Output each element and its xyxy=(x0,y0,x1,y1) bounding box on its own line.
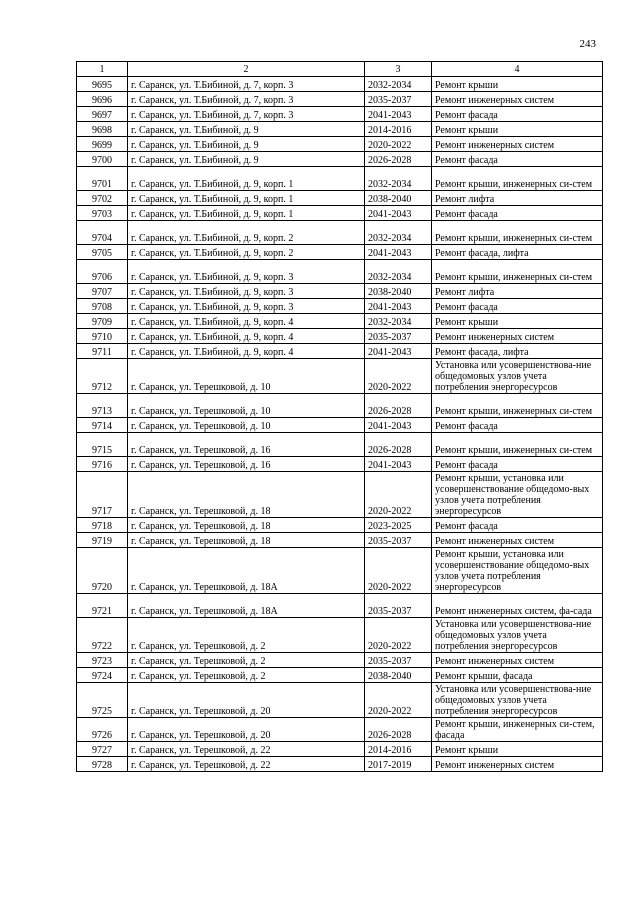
work-type-cell: Ремонт крыши, инженерных си-стем xyxy=(432,394,603,418)
table-row xyxy=(77,718,603,742)
period-cell: 2032-2034 xyxy=(365,167,432,191)
table-row xyxy=(77,518,603,533)
address-cell: г. Саранск, ул. Терешковой, д. 16 xyxy=(128,433,365,457)
period-cell: 2032-2034 xyxy=(365,77,432,92)
table-row xyxy=(77,472,603,518)
address-cell: г. Саранск, ул. Т.Бибиной, д. 7, корп. 3 xyxy=(128,107,365,122)
row-number-cell: 9699 xyxy=(77,137,128,152)
table-row xyxy=(77,299,603,314)
period-cell: 2026-2028 xyxy=(365,152,432,167)
period-cell: 2041-2043 xyxy=(365,299,432,314)
table-row xyxy=(77,683,603,718)
table-row xyxy=(77,92,603,107)
period-cell: 2032-2034 xyxy=(365,260,432,284)
work-type-cell: Ремонт крыши, инженерных си-стем xyxy=(432,433,603,457)
work-type-cell: Ремонт инженерных систем xyxy=(432,653,603,668)
work-type-cell: Ремонт крыши, установка или усовершенствование общедомо-вых узлов учета потребления энергоресурсов xyxy=(432,548,603,594)
table-row xyxy=(77,359,603,394)
row-number-cell: 9707 xyxy=(77,284,128,299)
address-cell: г. Саранск, ул. Терешковой, д. 2 xyxy=(128,618,365,653)
address-cell: г. Саранск, ул. Терешковой, д. 10 xyxy=(128,359,365,394)
table-row xyxy=(77,260,603,284)
table-row xyxy=(77,742,603,757)
page-number: 243 xyxy=(579,38,596,50)
period-cell: 2035-2037 xyxy=(365,533,432,548)
row-number-cell: 9725 xyxy=(77,683,128,718)
table-row xyxy=(77,122,603,137)
address-cell: г. Саранск, ул. Т.Бибиной, д. 9, корп. 3 xyxy=(128,299,365,314)
period-cell: 2035-2037 xyxy=(365,329,432,344)
row-number-cell: 9721 xyxy=(77,594,128,618)
table-row xyxy=(77,594,603,618)
row-number-cell: 9708 xyxy=(77,299,128,314)
address-cell: г. Саранск, ул. Т.Бибиной, д. 7, корп. 3 xyxy=(128,77,365,92)
row-number-cell: 9698 xyxy=(77,122,128,137)
table-row xyxy=(77,653,603,668)
table-body xyxy=(77,77,603,772)
address-cell: г. Саранск, ул. Терешковой, д. 20 xyxy=(128,718,365,742)
work-type-cell: Установка или усовершенствова-ние общедомовых узлов учета потребления энергоресурсов xyxy=(432,359,603,394)
period-cell: 2041-2043 xyxy=(365,206,432,221)
address-cell: г. Саранск, ул. Терешковой, д. 18 xyxy=(128,533,365,548)
period-cell: 2041-2043 xyxy=(365,245,432,260)
work-type-cell: Установка или усовершенствова-ние общедомовых узлов учета потребления энергоресурсов xyxy=(432,618,603,653)
row-number-cell: 9713 xyxy=(77,394,128,418)
row-number-cell: 9700 xyxy=(77,152,128,167)
header-col-2: 2 xyxy=(128,62,365,77)
period-cell: 2038-2040 xyxy=(365,191,432,206)
table-row xyxy=(77,152,603,167)
address-cell: г. Саранск, ул. Т.Бибиной, д. 9 xyxy=(128,122,365,137)
repair-schedule-table xyxy=(76,61,603,772)
row-number-cell: 9705 xyxy=(77,245,128,260)
row-number-cell: 9712 xyxy=(77,359,128,394)
header-col-3: 3 xyxy=(365,62,432,77)
table-row xyxy=(77,394,603,418)
address-cell: г. Саранск, ул. Т.Бибиной, д. 9, корп. 1 xyxy=(128,191,365,206)
period-cell: 2041-2043 xyxy=(365,457,432,472)
address-cell: г. Саранск, ул. Т.Бибиной, д. 9, корп. 3 xyxy=(128,260,365,284)
row-number-cell: 9709 xyxy=(77,314,128,329)
address-cell: г. Саранск, ул. Терешковой, д. 22 xyxy=(128,757,365,772)
table-row xyxy=(77,77,603,92)
table-row xyxy=(77,668,603,683)
work-type-cell: Ремонт инженерных систем xyxy=(432,533,603,548)
work-type-cell: Ремонт крыши, инженерных си-стем xyxy=(432,167,603,191)
work-type-cell: Ремонт крыши, фасада xyxy=(432,668,603,683)
work-type-cell: Ремонт инженерных систем, фа-сада xyxy=(432,594,603,618)
row-number-cell: 9718 xyxy=(77,518,128,533)
period-cell: 2035-2037 xyxy=(365,653,432,668)
work-type-cell: Ремонт фасада xyxy=(432,107,603,122)
work-type-cell: Ремонт фасада xyxy=(432,206,603,221)
period-cell: 2038-2040 xyxy=(365,668,432,683)
table-row xyxy=(77,418,603,433)
period-cell: 2032-2034 xyxy=(365,221,432,245)
row-number-cell: 9706 xyxy=(77,260,128,284)
work-type-cell: Ремонт крыши, инженерных си-стем xyxy=(432,260,603,284)
table-row xyxy=(77,314,603,329)
table-row xyxy=(77,329,603,344)
period-cell: 2041-2043 xyxy=(365,418,432,433)
period-cell: 2026-2028 xyxy=(365,718,432,742)
period-cell: 2032-2034 xyxy=(365,314,432,329)
work-type-cell: Ремонт фасада xyxy=(432,152,603,167)
period-cell: 2041-2043 xyxy=(365,107,432,122)
address-cell: г. Саранск, ул. Т.Бибиной, д. 9, корп. 3 xyxy=(128,284,365,299)
table-row xyxy=(77,757,603,772)
work-type-cell: Ремонт лифта xyxy=(432,191,603,206)
work-type-cell: Ремонт фасада xyxy=(432,418,603,433)
header-row xyxy=(77,62,603,77)
address-cell: г. Саранск, ул. Терешковой, д. 22 xyxy=(128,742,365,757)
row-number-cell: 9717 xyxy=(77,472,128,518)
table-row xyxy=(77,167,603,191)
row-number-cell: 9703 xyxy=(77,206,128,221)
table-row xyxy=(77,344,603,359)
work-type-cell: Ремонт инженерных систем xyxy=(432,757,603,772)
work-type-cell: Ремонт инженерных систем xyxy=(432,137,603,152)
period-cell: 2014-2016 xyxy=(365,742,432,757)
row-number-cell: 9720 xyxy=(77,548,128,594)
work-type-cell: Ремонт фасада xyxy=(432,518,603,533)
period-cell: 2020-2022 xyxy=(365,472,432,518)
address-cell: г. Саранск, ул. Терешковой, д. 2 xyxy=(128,668,365,683)
row-number-cell: 9696 xyxy=(77,92,128,107)
work-type-cell: Ремонт инженерных систем xyxy=(432,329,603,344)
address-cell: г. Саранск, ул. Терешковой, д. 18 xyxy=(128,472,365,518)
row-number-cell: 9722 xyxy=(77,618,128,653)
address-cell: г. Саранск, ул. Т.Бибиной, д. 9 xyxy=(128,137,365,152)
table-row xyxy=(77,206,603,221)
period-cell: 2020-2022 xyxy=(365,359,432,394)
table-row xyxy=(77,284,603,299)
work-type-cell: Ремонт крыши xyxy=(432,77,603,92)
period-cell: 2020-2022 xyxy=(365,548,432,594)
period-cell: 2035-2037 xyxy=(365,594,432,618)
address-cell: г. Саранск, ул. Т.Бибиной, д. 9, корп. 1 xyxy=(128,167,365,191)
address-cell: г. Саранск, ул. Терешковой, д. 18 xyxy=(128,518,365,533)
row-number-cell: 9697 xyxy=(77,107,128,122)
address-cell: г. Саранск, ул. Т.Бибиной, д. 7, корп. 3 xyxy=(128,92,365,107)
period-cell: 2038-2040 xyxy=(365,284,432,299)
work-type-cell: Ремонт крыши, установка или усовершенствование общедомо-вых узлов учета потребления энергоресурсов xyxy=(432,472,603,518)
work-type-cell: Ремонт фасада xyxy=(432,299,603,314)
period-cell: 2020-2022 xyxy=(365,683,432,718)
table-row xyxy=(77,245,603,260)
work-type-cell: Ремонт крыши xyxy=(432,742,603,757)
row-number-cell: 9702 xyxy=(77,191,128,206)
address-cell: г. Саранск, ул. Терешковой, д. 18А xyxy=(128,594,365,618)
work-type-cell: Ремонт фасада, лифта xyxy=(432,344,603,359)
row-number-cell: 9714 xyxy=(77,418,128,433)
address-cell: г. Саранск, ул. Т.Бибиной, д. 9 xyxy=(128,152,365,167)
address-cell: г. Саранск, ул. Т.Бибиной, д. 9, корп. 4 xyxy=(128,344,365,359)
row-number-cell: 9719 xyxy=(77,533,128,548)
address-cell: г. Саранск, ул. Терешковой, д. 10 xyxy=(128,394,365,418)
period-cell: 2026-2028 xyxy=(365,394,432,418)
row-number-cell: 9724 xyxy=(77,668,128,683)
row-number-cell: 9695 xyxy=(77,77,128,92)
row-number-cell: 9728 xyxy=(77,757,128,772)
table-row xyxy=(77,191,603,206)
row-number-cell: 9711 xyxy=(77,344,128,359)
address-cell: г. Саранск, ул. Терешковой, д. 2 xyxy=(128,653,365,668)
row-number-cell: 9723 xyxy=(77,653,128,668)
table-row xyxy=(77,107,603,122)
period-cell: 2035-2037 xyxy=(365,92,432,107)
row-number-cell: 9710 xyxy=(77,329,128,344)
address-cell: г. Саранск, ул. Т.Бибиной, д. 9, корп. 4 xyxy=(128,329,365,344)
row-number-cell: 9726 xyxy=(77,718,128,742)
work-type-cell: Ремонт инженерных систем xyxy=(432,92,603,107)
period-cell: 2041-2043 xyxy=(365,344,432,359)
work-type-cell: Ремонт крыши, инженерных си-стем xyxy=(432,221,603,245)
period-cell: 2023-2025 xyxy=(365,518,432,533)
work-type-cell: Ремонт крыши xyxy=(432,122,603,137)
header-col-1: 1 xyxy=(77,62,128,77)
table-row xyxy=(77,548,603,594)
period-cell: 2017-2019 xyxy=(365,757,432,772)
work-type-cell: Установка или усовершенствова-ние общедомовых узлов учета потребления энергоресурсов xyxy=(432,683,603,718)
work-type-cell: Ремонт крыши, инженерных си-стем, фасада xyxy=(432,718,603,742)
address-cell: г. Саранск, ул. Т.Бибиной, д. 9, корп. 1 xyxy=(128,206,365,221)
work-type-cell: Ремонт лифта xyxy=(432,284,603,299)
table-row xyxy=(77,137,603,152)
row-number-cell: 9716 xyxy=(77,457,128,472)
row-number-cell: 9727 xyxy=(77,742,128,757)
period-cell: 2026-2028 xyxy=(365,433,432,457)
address-cell: г. Саранск, ул. Терешковой, д. 10 xyxy=(128,418,365,433)
address-cell: г. Саранск, ул. Т.Бибиной, д. 9, корп. 2 xyxy=(128,245,365,260)
work-type-cell: Ремонт фасада xyxy=(432,457,603,472)
address-cell: г. Саранск, ул. Терешковой, д. 18А xyxy=(128,548,365,594)
address-cell: г. Саранск, ул. Т.Бибиной, д. 9, корп. 4 xyxy=(128,314,365,329)
work-type-cell: Ремонт фасада, лифта xyxy=(432,245,603,260)
table-row xyxy=(77,457,603,472)
work-type-cell: Ремонт крыши xyxy=(432,314,603,329)
table-header xyxy=(77,62,603,77)
row-number-cell: 9715 xyxy=(77,433,128,457)
period-cell: 2020-2022 xyxy=(365,137,432,152)
table-row xyxy=(77,433,603,457)
period-cell: 2020-2022 xyxy=(365,618,432,653)
address-cell: г. Саранск, ул. Терешковой, д. 16 xyxy=(128,457,365,472)
row-number-cell: 9704 xyxy=(77,221,128,245)
table-row xyxy=(77,533,603,548)
row-number-cell: 9701 xyxy=(77,167,128,191)
table-row xyxy=(77,221,603,245)
period-cell: 2014-2016 xyxy=(365,122,432,137)
address-cell: г. Саранск, ул. Терешковой, д. 20 xyxy=(128,683,365,718)
table-row xyxy=(77,618,603,653)
address-cell: г. Саранск, ул. Т.Бибиной, д. 9, корп. 2 xyxy=(128,221,365,245)
header-col-4: 4 xyxy=(432,62,603,77)
